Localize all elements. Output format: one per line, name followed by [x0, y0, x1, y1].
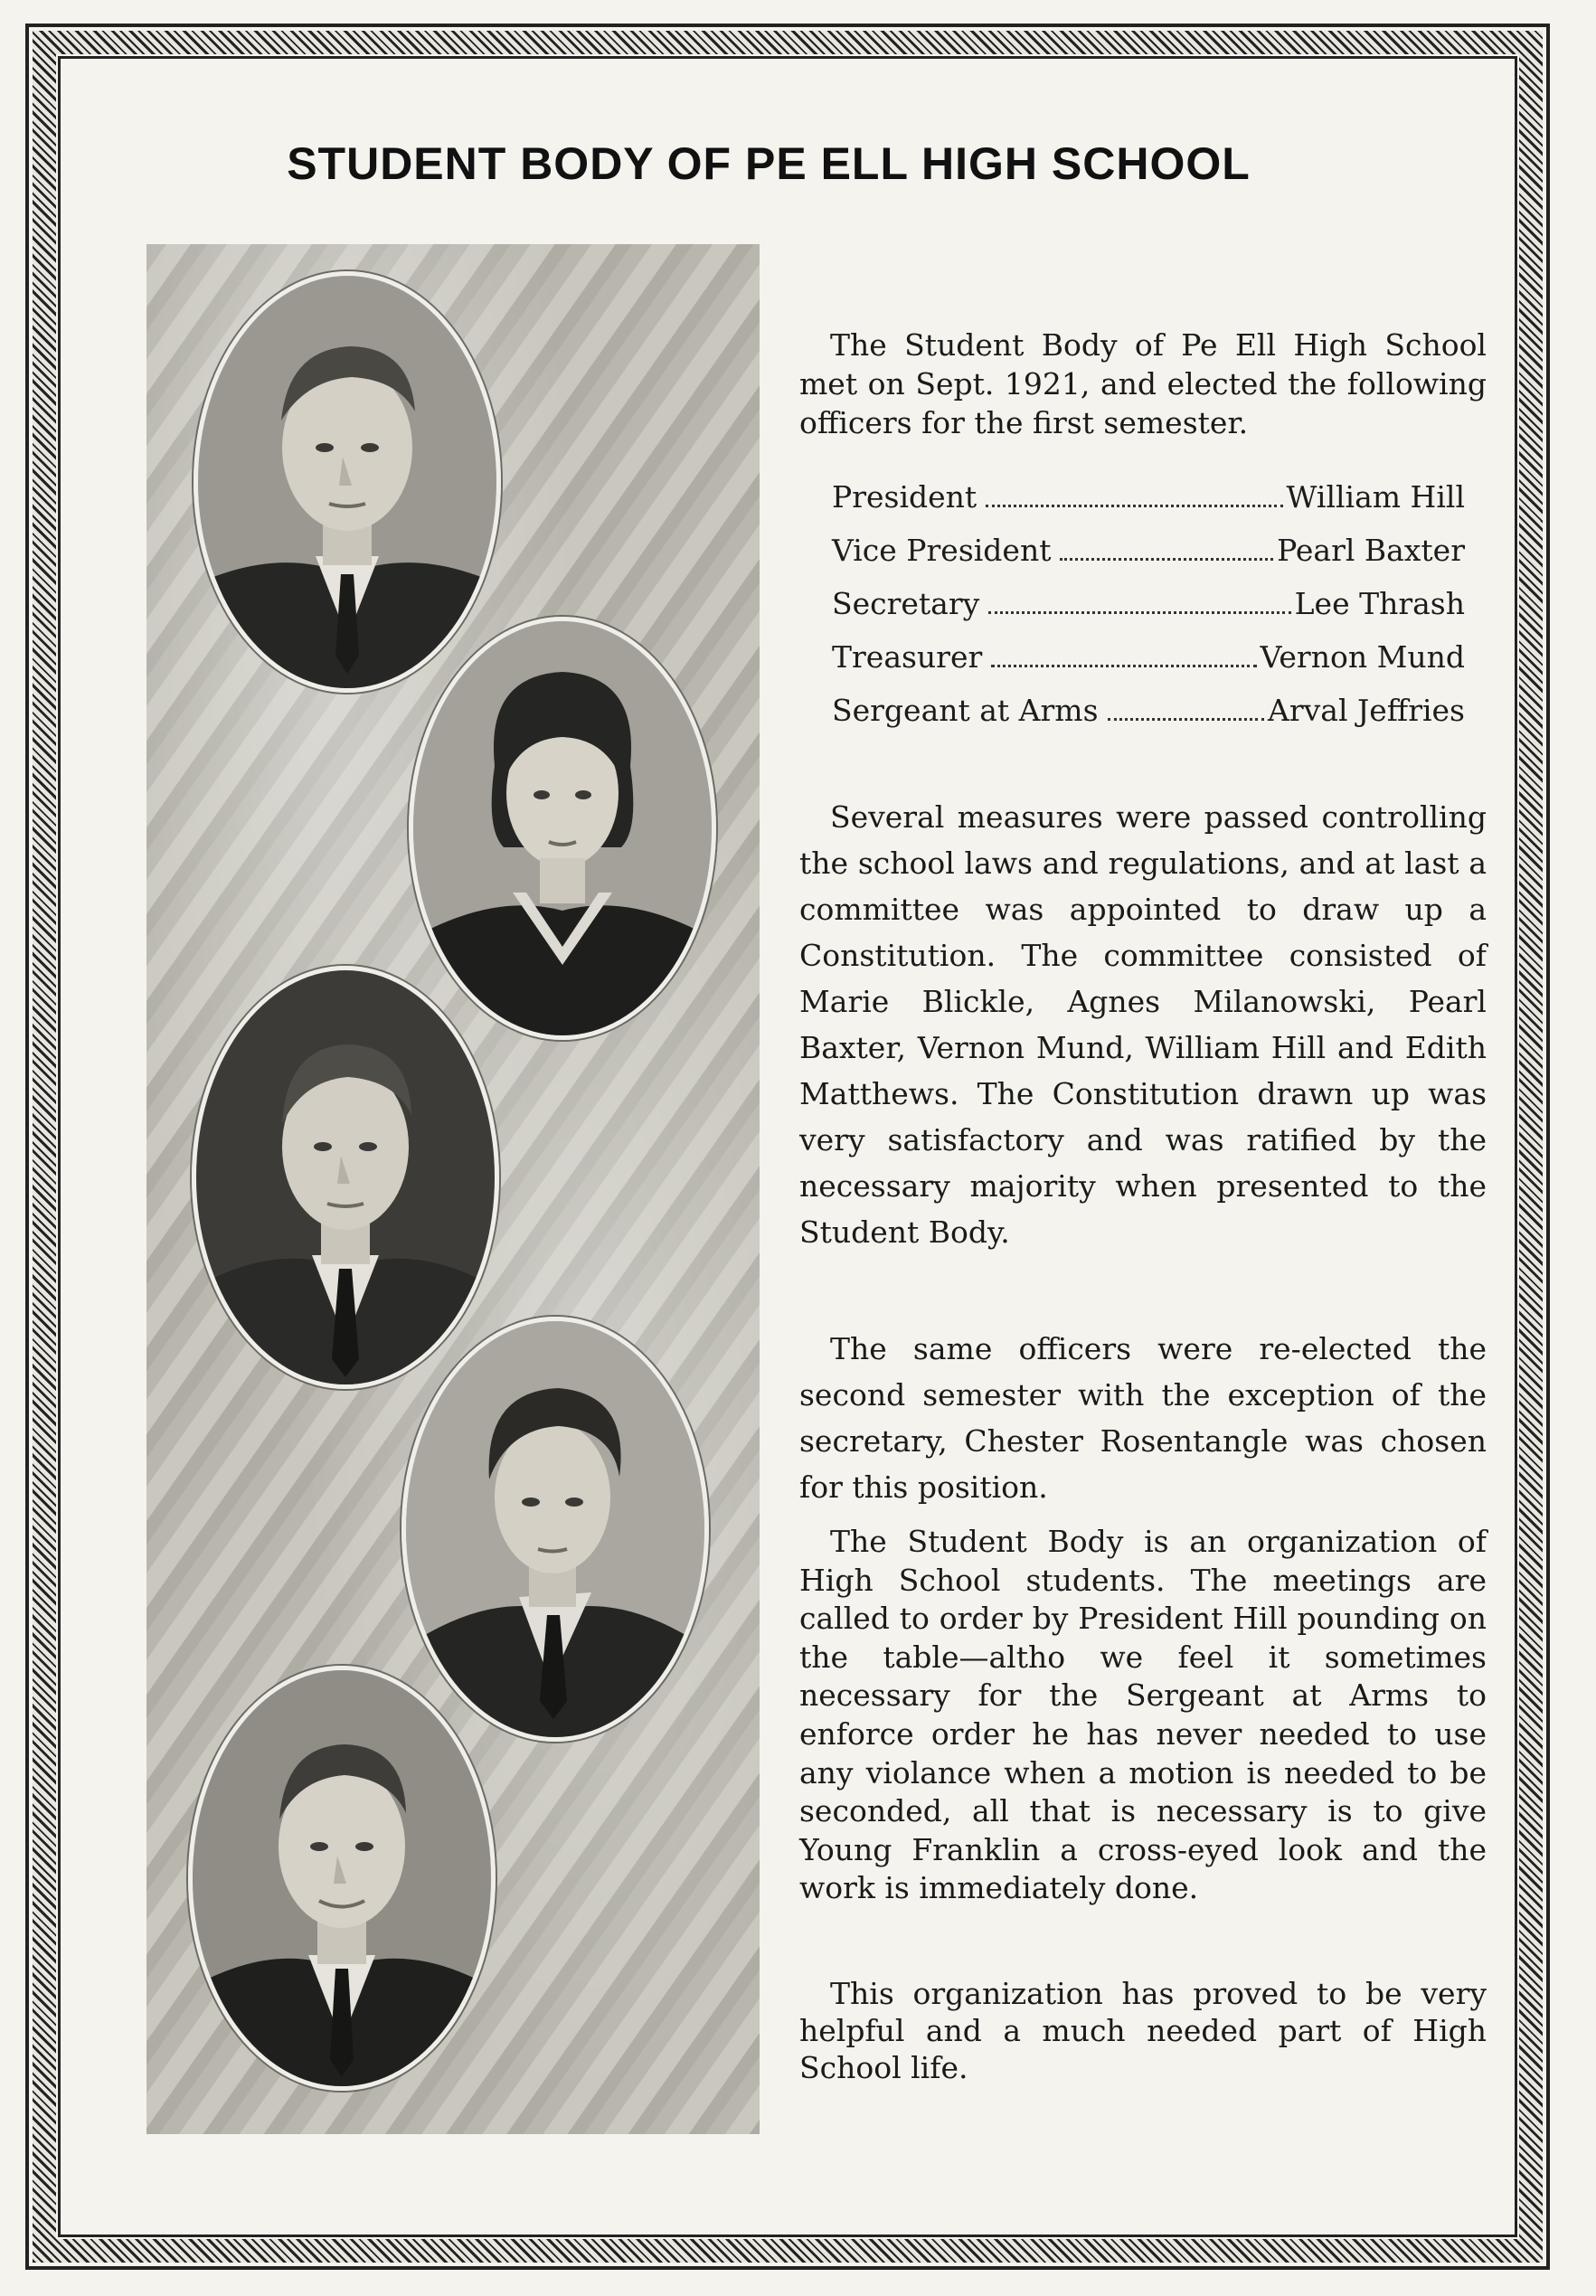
portrait-photo-4 [401, 1317, 709, 1742]
officer-role: Vice President [832, 533, 1052, 568]
organization-paragraph: The Student Body is an organization of High School students. The meetings are called to order by President Hill pounding on the table—altho we feel it sometimes necessary for the Sergeant at Arms to enforce order he has never needed to use any violance when a motion is needed to be seconded, all that is necessary is to give Young Franklin a cross-eyed look and the work is immediately done. [799, 1524, 1487, 1906]
officer-name: Vernon Mund [1260, 639, 1465, 675]
officer-role: President [832, 479, 977, 515]
dot-leader [1060, 558, 1273, 561]
intro-paragraph [799, 326, 1487, 442]
officer-row [832, 639, 1465, 693]
officer-row [832, 479, 1465, 533]
dot-leader [988, 611, 1290, 614]
portrait-panel [146, 244, 760, 2134]
officer-row [832, 533, 1465, 586]
officer-name: William Hill [1286, 479, 1465, 515]
officer-role: Sergeant at Arms [832, 693, 1099, 728]
dot-leader [1108, 718, 1265, 721]
dot-leader [991, 665, 1256, 667]
page-title: STUDENT BODY OF PE ELL HIGH SCHOOL [287, 138, 1251, 189]
officer-name: Pearl Baxter [1277, 533, 1465, 568]
body-paragraph [799, 1975, 1487, 2086]
officer-row [832, 693, 1465, 746]
portrait-photo-2 [409, 617, 716, 1040]
officer-name: Arval Jeffries [1268, 693, 1465, 728]
body-paragraph [799, 794, 1487, 1255]
dot-leader [986, 505, 1282, 507]
officers-list [832, 479, 1465, 746]
portrait-photo-5 [188, 1666, 496, 2091]
officer-row [832, 586, 1465, 639]
officer-name: Lee Thrash [1294, 586, 1465, 621]
intro-text: The Student Body of Pe Ell High School met on Sept. 1921, and elected the following officers for the first semester. [799, 327, 1487, 440]
portrait-photo-3 [192, 966, 499, 1389]
second-semester-paragraph: The same officers were re-elected the second semester with the exception of the secretary, Chester Rosentangle was chosen for this position. [799, 1331, 1487, 1505]
body-paragraph [799, 1326, 1487, 1510]
portrait-photo-1 [194, 271, 501, 693]
constitution-paragraph: Several measures were passed controlling the school laws and regulations, and at last a committee was appointed to draw up a Constitution. The committee consisted of Marie Blickle, Agnes Milanowski, Pearl Baxter, Vernon Mund, William Hill and Edith Matthews. The Constitution drawn up was very satisfactory and was ratified by the necessary majority when presented to the Student Body. [799, 799, 1487, 1250]
officer-role: Treasurer [832, 639, 983, 675]
closing-paragraph: This organization has proved to be very helpful and a much needed part of High School life. [799, 1976, 1487, 2085]
body-paragraph [799, 1523, 1487, 1908]
officer-role: Secretary [832, 586, 980, 621]
